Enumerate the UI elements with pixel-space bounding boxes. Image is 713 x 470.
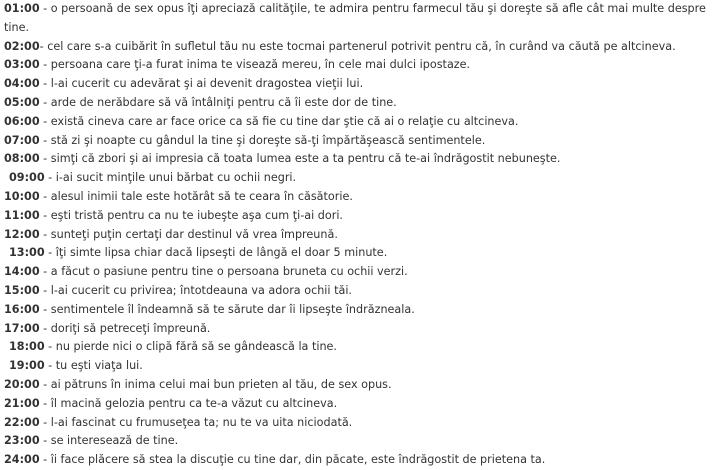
entry-02 bbox=[4, 38, 713, 57]
entry-separator: - bbox=[39, 453, 51, 467]
entry-text: nu pierde nici o clipă fără să se gândească la tine. bbox=[55, 340, 337, 354]
entry-time: 10:00 bbox=[4, 189, 40, 203]
entry-separator: - bbox=[39, 114, 51, 128]
entry-12 bbox=[4, 226, 713, 245]
entry-20 bbox=[4, 376, 713, 395]
entry-01 bbox=[4, 0, 713, 38]
entry-text: a făcut o pasiune pentru tine o persoana bruneta cu ochii verzi. bbox=[50, 265, 408, 279]
entry-13 bbox=[4, 244, 713, 263]
entry-separator: - bbox=[39, 39, 48, 53]
entry-time: 22:00 bbox=[4, 415, 40, 429]
entry-text: i-ai sucit minţile unui bărbat cu ochii negri. bbox=[55, 171, 297, 185]
entry-text: arde de nerăbdare să vă întâlniţi pentru că îi este dor de tine. bbox=[50, 95, 397, 109]
entry-separator: - bbox=[39, 152, 51, 166]
entry-time: 02:00 bbox=[4, 39, 40, 53]
entry-text: l-ai cucerit cu privirea; întotdeauna va adora ochii tăi. bbox=[50, 283, 352, 297]
entry-time: 12:00 bbox=[4, 227, 40, 241]
entry-time: 17:00 bbox=[4, 321, 40, 335]
horoscope-hour-list bbox=[4, 0, 713, 470]
entry-text: l-ai fascinat cu frumuseţea ta; nu te va uita niciodată. bbox=[50, 415, 353, 429]
entry-text: există cineva care ar face orice ca să fie cu tine dar ştie că ai o relaţie cu altcineva. bbox=[50, 114, 519, 128]
entry-time: 19:00 bbox=[9, 359, 45, 373]
entry-time: 08:00 bbox=[4, 152, 40, 166]
entry-23 bbox=[4, 432, 713, 451]
entry-03 bbox=[4, 56, 713, 75]
entry-time: 06:00 bbox=[4, 114, 40, 128]
entry-separator: - bbox=[39, 58, 51, 72]
entry-text: simţi că zbori şi ai impresia că toata lumea este a ta pentru că te-ai îndrăgostit nebuneşte. bbox=[50, 152, 561, 166]
entry-time: 13:00 bbox=[9, 246, 45, 260]
entry-text: tu eşti viaţa lui. bbox=[55, 359, 143, 373]
entry-time: 04:00 bbox=[4, 77, 40, 91]
entry-time: 20:00 bbox=[4, 377, 40, 391]
entry-separator: - bbox=[39, 434, 51, 448]
entry-time: 11:00 bbox=[4, 208, 40, 222]
entry-separator: - bbox=[39, 302, 51, 316]
entry-text: persoana care ţi-a furat inima te visează mereu, în cele mai dulci ipostaze. bbox=[50, 58, 471, 72]
entry-text: ai pătruns în inima celui mai bun prieten al tău, de sex opus. bbox=[50, 377, 392, 391]
entry-separator: - bbox=[39, 208, 51, 222]
entry-06 bbox=[4, 113, 713, 132]
entry-separator: - bbox=[39, 415, 51, 429]
entry-time: 23:00 bbox=[4, 434, 40, 448]
entry-time: 18:00 bbox=[9, 340, 45, 354]
entry-time: 01:00 bbox=[4, 2, 40, 15]
entry-time: 07:00 bbox=[4, 133, 40, 147]
entry-separator: - bbox=[39, 77, 51, 91]
entry-separator: - bbox=[39, 189, 51, 203]
entry-time: 21:00 bbox=[4, 396, 40, 410]
entry-separator: - bbox=[44, 359, 56, 373]
entry-21 bbox=[4, 395, 713, 414]
entry-text: sentimentele îl îndeamnă să te sărute dar îi lipseşte îndrăzneala. bbox=[50, 302, 415, 316]
entry-text: îl macină gelozia pentru ca te-a văzut cu altcineva. bbox=[50, 396, 338, 410]
entry-22 bbox=[4, 414, 713, 433]
entry-04 bbox=[4, 75, 713, 94]
entry-separator: - bbox=[39, 227, 51, 241]
entry-separator: - bbox=[39, 95, 51, 109]
entry-text: îţi simte lipsa chiar dacă lipseşti de lângă el doar 5 minute. bbox=[55, 246, 388, 260]
entry-separator: - bbox=[39, 133, 51, 147]
entry-11 bbox=[4, 207, 713, 226]
entry-separator: - bbox=[39, 377, 51, 391]
entry-separator: - bbox=[44, 246, 56, 260]
entry-text: l-ai cucerit cu adevărat şi ai devenit dragostea vieţii lui. bbox=[50, 77, 364, 91]
entry-separator: - bbox=[39, 2, 51, 15]
entry-text: doriţi să petreceţi împreună. bbox=[50, 321, 211, 335]
entry-text: îi face plăcere să stea la discuţie cu tine dar, din păcate, este îndrăgostit de prietena ta. bbox=[50, 453, 546, 467]
entry-09 bbox=[4, 169, 713, 188]
entry-separator: - bbox=[39, 396, 51, 410]
entry-separator: - bbox=[39, 283, 51, 297]
entry-19 bbox=[4, 357, 713, 376]
entry-text: alesul inimii tale este hotărât să te ceara în căsătorie. bbox=[50, 189, 353, 203]
entry-08 bbox=[4, 150, 713, 169]
entry-17 bbox=[4, 320, 713, 339]
entry-24 bbox=[4, 451, 713, 470]
entry-separator: - bbox=[44, 171, 56, 185]
entry-text: o persoană de sex opus îţi apreciază calităţile, te admira pentru farmecul tău şi doreşte să afle cât mai multe despre tine. bbox=[4, 2, 706, 34]
entry-time: 24:00 bbox=[4, 453, 40, 467]
entry-time: 03:00 bbox=[4, 58, 40, 72]
entry-text: eşti tristă pentru ca nu te iubeşte aşa cum ţi-ai dori. bbox=[50, 208, 343, 222]
entry-15 bbox=[4, 282, 713, 301]
entry-text: sunteţi puţin certaţi dar destinul vă vrea împreună. bbox=[50, 227, 338, 241]
entry-separator: - bbox=[39, 321, 51, 335]
entry-14 bbox=[4, 263, 713, 282]
entry-time: 09:00 bbox=[9, 171, 45, 185]
entry-07 bbox=[4, 132, 713, 151]
entry-text: cel care s-a cuibărit în sufletul tău nu este tocmai partenerul potrivit pentru că, în curând va căută pe altcineva. bbox=[47, 39, 676, 53]
entry-separator: - bbox=[44, 340, 56, 354]
entry-time: 16:00 bbox=[4, 302, 40, 316]
entry-text: stă zi şi noapte cu gândul la tine şi doreşte să-ţi împărtăşească sentimentele. bbox=[50, 133, 486, 147]
entry-time: 14:00 bbox=[4, 265, 40, 279]
entry-separator: - bbox=[39, 265, 51, 279]
entry-05 bbox=[4, 94, 713, 113]
entry-18 bbox=[4, 338, 713, 357]
entry-time: 05:00 bbox=[4, 95, 40, 109]
entry-text: se interesează de tine. bbox=[50, 434, 179, 448]
entry-10 bbox=[4, 188, 713, 207]
entry-16 bbox=[4, 301, 713, 320]
entry-time: 15:00 bbox=[4, 283, 40, 297]
